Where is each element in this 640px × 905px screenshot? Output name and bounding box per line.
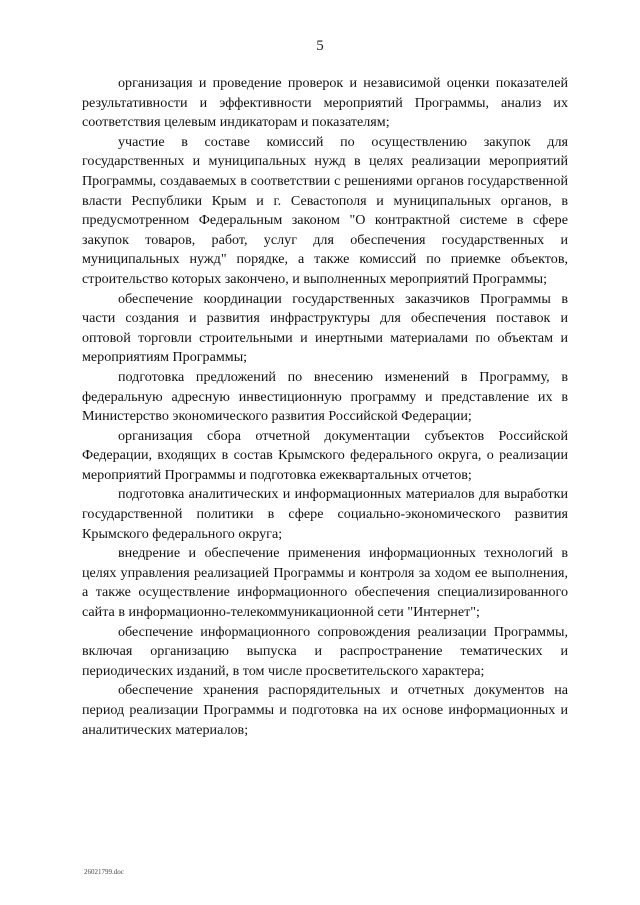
paragraph-procurement-commissions: участие в составе комиссий по осуществлению закупок для государственных и муниципальных нужд в целях реализации мероприятий Программы, создаваемых в соответствии с решениями органов государственной власти Республики Крым и г. Севастополя и муниципальных органов, в предусмотренном Федеральным законом "О контрактной системе в сфере закупок товаров, работ, услуг для обеспечения государственных и муниципальных нужд" порядке, а также комиссий по приемке объектов, строительство которых закончено, и выполненных мероприятий Программы; <box>82 133 568 287</box>
paragraph-inspections: организация и проведение проверок и независимой оценки показателей результативности и эффективности мероприятий Программы, анализ их соответствия целевым индикаторам и показателям; <box>82 75 568 131</box>
paragraph-document-storage: обеспечение хранения распорядительных и отчетных документов на период реализации Программы и подготовка на их основе информационных и аналитических материалов; <box>82 682 568 738</box>
paragraph-analytics: подготовка аналитических и информационных материалов для выработки государственной политики в сфере социально-экономического развития Крымского федерального округа; <box>82 486 568 542</box>
paragraph-information-support: обеспечение информационного сопровождения реализации Программы, включая организацию выпуска и распространение тематических и периодических изданий, в том числе просветительского характера; <box>82 623 568 679</box>
paragraph-program-amendments: подготовка предложений по внесению изменений в Программу, в федеральную адресную инвестиционную программу и представление их в Министерство экономического развития Российской Федерации; <box>82 368 568 425</box>
paragraph-it-implementation: внедрение и обеспечение применения информационных технологий в целях управления реализацией Программы и контроля за ходом ее выполнения, а также осуществление информационного обеспечения специализированного сайта в информационно-телекоммуникационной сети "Интернет"; <box>82 545 568 621</box>
footer-file-code: 26021799.doc <box>84 868 124 876</box>
paragraph-coordination: обеспечение координации государственных заказчиков Программы в части создания и развития инфраструктуры для обеспечения поставок и оптовой торговли строительными и инертными материалами по объектам и мероприятиям Программы; <box>82 290 568 366</box>
paragraph-reporting: организация сбора отчетной документации субъектов Российской Федерации, входящих в состав Крымского федерального округа, о реализации мероприятий Программы и подготовка ежеквартальных отчетов; <box>82 427 568 483</box>
document-body <box>82 74 568 740</box>
page-number: 5 <box>316 38 324 54</box>
